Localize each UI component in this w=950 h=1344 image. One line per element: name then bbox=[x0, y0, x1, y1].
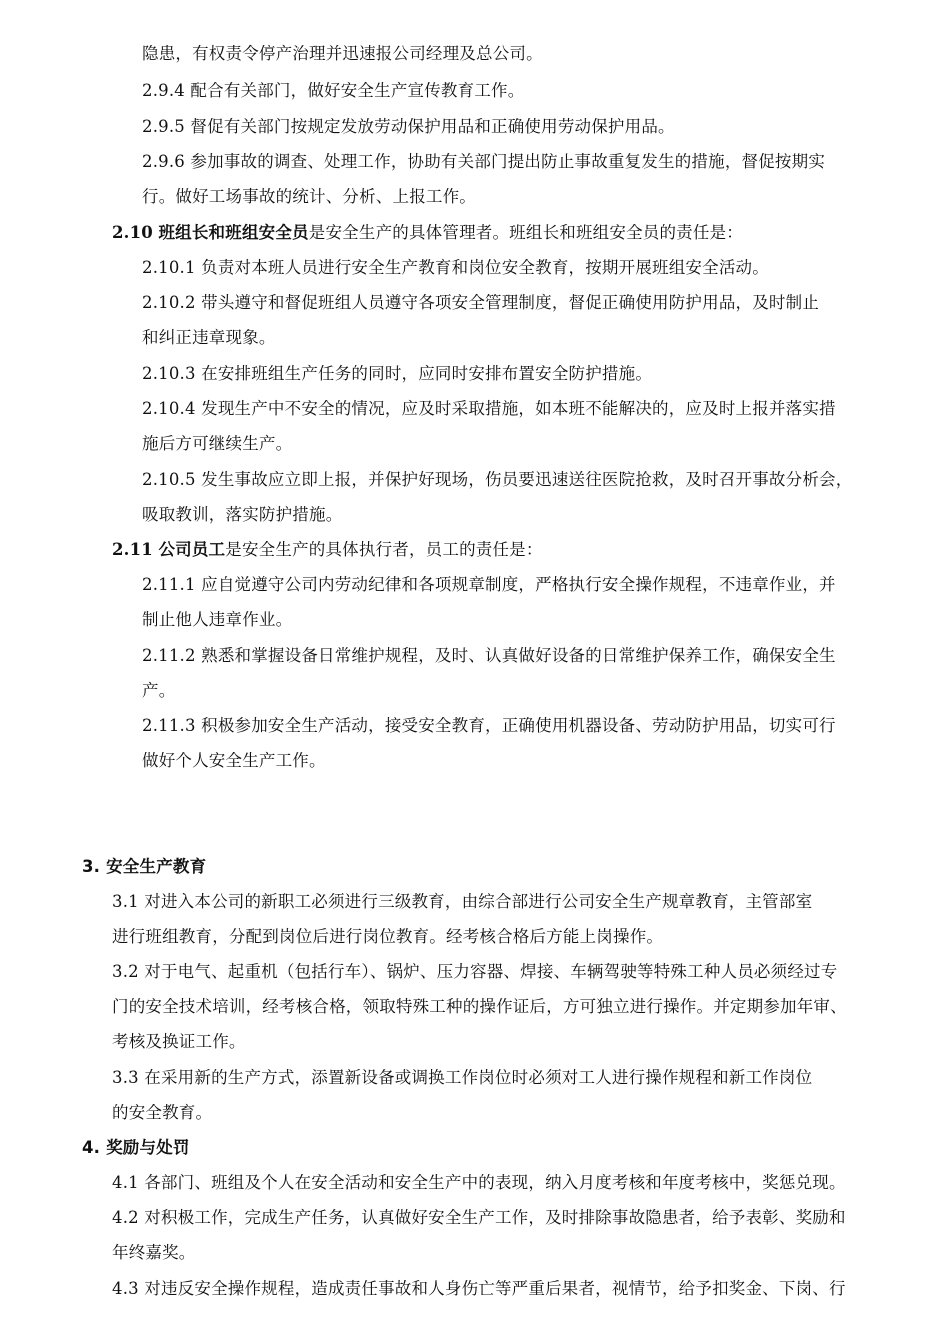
section-4-heading: 4. 奖励与处罚 bbox=[82, 1138, 190, 1157]
section-2-11-title: 公司员工 bbox=[158, 540, 226, 559]
paragraph-2-9-3-continuation: 隐患，有权责令停产治理并迅速报公司经理及总公司。 bbox=[142, 44, 543, 63]
paragraph-2-10-2-line-2: 和纠正违章现象。 bbox=[142, 328, 276, 347]
section-3-heading: 3. 安全生产教育 bbox=[82, 857, 207, 876]
section-2-10-number: 2.10 bbox=[112, 223, 153, 242]
paragraph-4-1: 4.1 各部门、班组及个人在安全活动和安全生产中的表现，纳入月度考核和年度考核中，奖惩兑现。 bbox=[112, 1173, 846, 1192]
paragraph-2-9-5: 2.9.5 督促有关部门按规定发放劳动保护用品和正确使用劳动保护用品。 bbox=[142, 117, 675, 136]
section-2-10-title: 班组长和班组安全员 bbox=[158, 223, 309, 242]
paragraph-2-11-2-line-1: 2.11.2 熟悉和掌握设备日常维护规程，及时、认真做好设备的日常维护保养工作，确保安全生 bbox=[142, 646, 836, 665]
paragraph-2-11-1-line-2: 制止他人违章作业。 bbox=[142, 610, 293, 629]
paragraph-2-11-2-line-2: 产。 bbox=[142, 681, 176, 700]
section-2-10-heading bbox=[112, 223, 743, 243]
paragraph-2-10-4-line-1: 2.10.4 发现生产中不安全的情况，应及时采取措施，如本班不能解决的，应及时上报并落实措 bbox=[142, 399, 836, 418]
paragraph-2-10-2-line-1: 2.10.2 带头遵守和督促班组人员遵守各项安全管理制度，督促正确使用防护用品，及时制止 bbox=[142, 293, 820, 312]
section-2-11-number: 2.11 bbox=[112, 540, 153, 559]
paragraph-3-3-line-1: 3.3 在采用新的生产方式，添置新设备或调换工作岗位时必须对工人进行操作规程和新工作岗位 bbox=[112, 1068, 813, 1087]
paragraph-2-11-3-line-2: 做好个人安全生产工作。 bbox=[142, 751, 326, 770]
paragraph-3-3-line-2: 的安全教育。 bbox=[112, 1103, 213, 1122]
paragraph-4-3-line-1: 4.3 对违反安全操作规程，造成责任事故和人身伤亡等严重后果者，视情节，给予扣奖金、下岗、行 bbox=[112, 1279, 846, 1298]
paragraph-2-10-3: 2.10.3 在安排班组生产任务的同时，应同时安排布置安全防护措施。 bbox=[142, 364, 653, 383]
paragraph-2-10-4-line-2: 施后方可继续生产。 bbox=[142, 434, 293, 453]
paragraph-2-9-6-line-2: 行。做好工场事故的统计、分析、上报工作。 bbox=[142, 187, 476, 206]
paragraph-2-10-5-line-2: 吸取教训，落实防护措施。 bbox=[142, 505, 343, 524]
paragraph-2-11-3-line-1: 2.11.3 积极参加安全生产活动，接受安全教育，正确使用机器设备、劳动防护用品，切实可行 bbox=[142, 716, 836, 735]
paragraph-4-2-line-2: 年终嘉奖。 bbox=[112, 1243, 196, 1262]
paragraph-3-1-line-1: 3.1 对进入本公司的新职工必须进行三级教育，由综合部进行公司安全生产规章教育，主管部室 bbox=[112, 892, 813, 911]
paragraph-4-2-line-1: 4.2 对积极工作，完成生产任务，认真做好安全生产工作，及时排除事故隐患者，给予表彰、奖励和 bbox=[112, 1208, 846, 1227]
paragraph-3-2-line-2: 门的安全技术培训，经考核合格，领取特殊工种的操作证后，方可独立进行操作。并定期参加年审、 bbox=[112, 997, 847, 1016]
section-2-10-text: 是安全生产的具体管理者。班组长和班组安全员的责任是： bbox=[308, 223, 743, 242]
paragraph-2-9-4: 2.9.4 配合有关部门，做好安全生产宣传教育工作。 bbox=[142, 81, 525, 100]
paragraph-2-9-6-line-1: 2.9.6 参加事故的调查、处理工作，协助有关部门提出防止事故重复发生的措施，督促按期实 bbox=[142, 152, 826, 171]
paragraph-2-10-1: 2.10.1 负责对本班人员进行安全生产教育和岗位安全教育，按期开展班组安全活动。 bbox=[142, 258, 769, 277]
section-2-11-text: 是安全生产的具体执行者，员工的责任是： bbox=[225, 540, 543, 559]
paragraph-2-11-1-line-1: 2.11.1 应自觉遵守公司内劳动纪律和各项规章制度，严格执行安全操作规程，不违章作业，并 bbox=[142, 575, 836, 594]
paragraph-3-1-line-2: 进行班组教育，分配到岗位后进行岗位教育。经考核合格后方能上岗操作。 bbox=[112, 927, 664, 946]
paragraph-3-2-line-3: 考核及换证工作。 bbox=[112, 1032, 246, 1051]
paragraph-3-2-line-1: 3.2 对于电气、起重机（包括行车）、锅炉、压力容器、焊接、车辆驾驶等特殊工种人员必须经过专 bbox=[112, 962, 838, 981]
section-2-11-heading bbox=[112, 540, 543, 560]
paragraph-2-10-5-line-1: 2.10.5 发生事故应立即上报，并保护好现场，伤员要迅速送往医院抢救，及时召开事故分析会， bbox=[142, 470, 853, 489]
